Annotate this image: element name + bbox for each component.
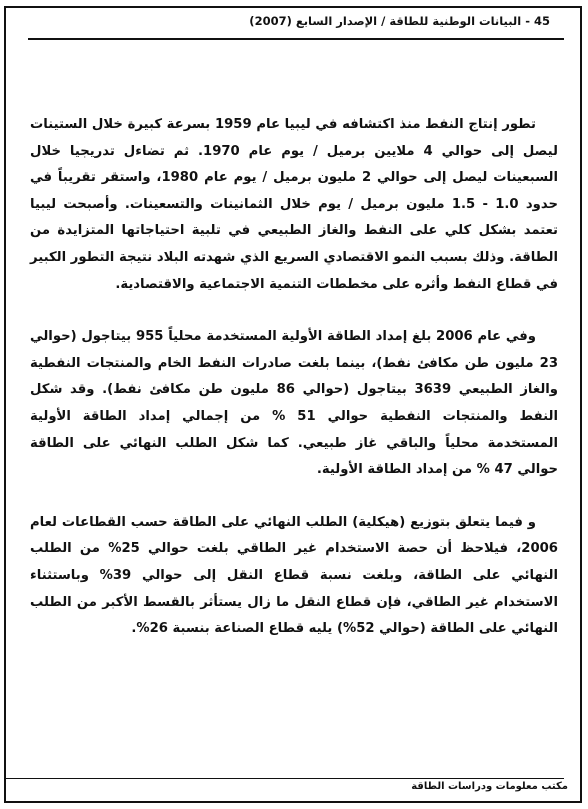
running-footer: مكتب معلومات ودراسات الطاقة [411, 781, 568, 792]
paragraph-final-demand-sectors: و فيما يتعلق بتوزيع (هيكلية) الطلب النهائي على الطاقة حسب القطاعات لعام 2006، فيلاحظ أن حصة الاستخدام غير الطاقي بلغت حوالي 25% من الطلب النهائي على الطاقة، وبلغت نسبة قطاع النقل إلى حوالي 39% وباستثناء الاستخدام غير الطاقي، فإن قطاع النقل ما زال يستأثر بالقسط الأكبر من الطلب النهائي على الطاقة (حوالي 52%) يليه قطاع الصناعة بنسبة 26%. [30, 514, 559, 637]
body-text [30, 112, 558, 643]
running-header: 45 - البيانات الوطنية للطاقة / الإصدار السابع (2007) [249, 14, 550, 28]
footer-rule [6, 778, 564, 779]
header-rule [28, 38, 564, 40]
paragraph-oil-production-history: تطور إنتاج النفط منذ اكتشافه في ليبيا عام 1959 بسرعة كبيرة خلال الستينات ليصل إلى حوالي 4 ملايين برميل / يوم عام 1970. ثم تضاءل تدريجيا خلال السبعينات ليصل إلى حوالي 2 مليون برميل / يوم عام 1980، واستقر تقريباً في حدود 1.0 - 1.5 مليون برميل / يوم خلال الثمانينات والتسعينات. وأصبحت ليبيا تعتمد بشكل كلي على النفط والغاز الطبيعي في تلبية احتياجاتها المتزايدة من الطاقة. وذلك بسبب النمو الاقتصادي السريع الذي شهدته البلاد نتيجة التطور الكبير في قطاع النفط وأثره على مخططات التنمية الاجتماعية والاقتصادية. [30, 117, 558, 292]
paragraph-energy-supply-2006: وفي عام 2006 بلغ إمداد الطاقة الأولية المستخدمة محلياً 955 بيتاجول (حوالي 23 مليون طن مكافئ نفط)، بينما بلغت صادرات النفط الخام والمنتجات النفطية والغاز الطبيعي 3639 بيتاجول (حوالي 86 مليون طن مكافئ نفط). وقد شكل النفط والمنتجات النفطية حوالي 51 % من إجمالي إمداد الطاقة الأولية المستخدمة محلياً والباقي غاز طبيعي. كما شكل الطلب النهائي على الطاقة حوالي 47 % من إمداد الطاقة الأولية. [30, 329, 558, 478]
